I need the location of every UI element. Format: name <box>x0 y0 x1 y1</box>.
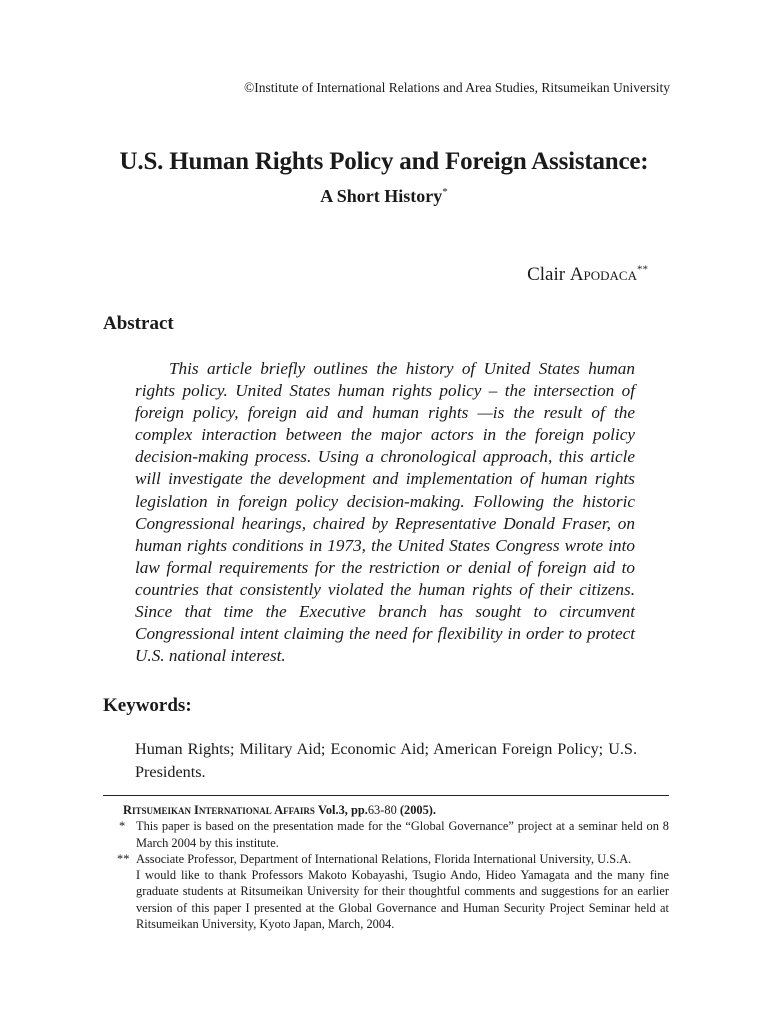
author-given-name: Clair <box>527 264 566 285</box>
footnote-divider <box>103 795 669 796</box>
footnote-mark: ** <box>117 851 130 866</box>
footnote-item <box>103 818 669 851</box>
keywords-heading: Keywords: <box>103 695 192 716</box>
article-title: U.S. Human Rights Policy and Foreign Assistance: <box>119 148 649 175</box>
journal-citation <box>103 802 669 818</box>
journal-year: (2005). <box>396 803 437 817</box>
journal-pages: 63-80 <box>367 803 397 817</box>
author-footnote-mark: ** <box>637 263 648 276</box>
abstract-heading: Abstract <box>103 313 174 334</box>
abstract-text: This article briefly outlines the history of United States human rights policy. United States human rights policy – the intersection of foreign policy, foreign aid and human rights —is the result of the complex interaction between the major actors in the foreign policy decision-making process. Using a chronological approach, this article will investigate the development and implementation of human rights legislation in foreign policy decision-making. Following the historic Congressional hearings, chaired by Representative Donald Fraser, on human rights conditions in 1973, the United States Congress wrote into law formal requirements for the restriction or denial of foreign aid to countries that consistently violated the human rights of their citizens. Since that time the Executive branch has sought to circumvent Congressional intent claiming the need for flexibility in order to protect U.S. national interest. <box>135 359 635 666</box>
article-subtitle-text: A Short History <box>320 186 443 206</box>
subtitle-footnote-mark: * <box>442 186 448 198</box>
footnote-mark: * <box>119 819 126 834</box>
footnotes <box>103 802 669 932</box>
keywords-text: Human Rights; Military Aid; Economic Aid; American Foreign Policy; U.S. Presidents. <box>135 740 637 781</box>
article-subtitle <box>0 186 768 207</box>
journal-volume: Vol.3, pp. <box>318 803 368 817</box>
journal-name: Ritsumeikan International Affairs <box>123 803 315 817</box>
author-surname: Apodaca <box>569 264 637 285</box>
acknowledgement-text: I would like to thank Professors Makoto Kobayashi, Tsugio Ando, Hideo Yamagata and the many fine graduate students at Ritsumeikan University for their thoughtful comments and suggestions for an earlier version of this paper I presented at the Global Governance and Human Security Project Seminar held at Ritsumeikan University, Kyoto Japan, March, 2004. <box>136 868 669 932</box>
footnote-text: Associate Professor, Department of International Relations, Florida International University, U.S.A. <box>136 851 632 866</box>
author-line <box>527 264 648 286</box>
footnote-text: This paper is based on the presentation made for the “Global Governance” project at a seminar held on 8 March 2004 by this institute. <box>136 819 669 850</box>
footnote-item <box>103 851 669 867</box>
copyright-notice: ©Institute of International Relations and Area Studies, Ritsumeikan University <box>243 80 670 95</box>
